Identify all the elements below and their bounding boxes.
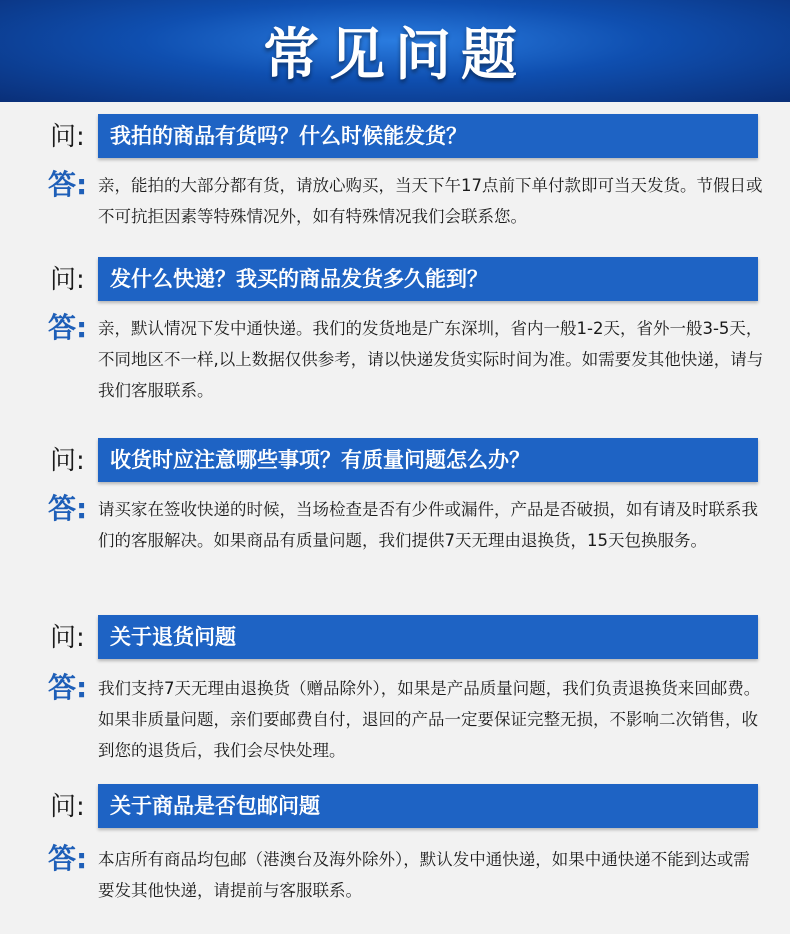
answer-label: 答: (48, 842, 88, 875)
answer-text: 亲，默认情况下发中通快递。我们的发货地是广东深圳，省内一般1-2天，省外一般3-5天，不同地区不一样,以上数据仅供参考，请以快递发货实际时间为准。如需要发其他快递，请与我们客服联系。 (98, 319, 764, 400)
page-header (0, 0, 790, 102)
question-label: 问: (50, 265, 85, 295)
answer-text: 我们支持7天无理由退换货（赠品除外），如果是产品质量问题，我们负责退换货来回邮费。如果非质量问题，亲们要邮费自付，退回的产品一定要保证完整无损，不影响二次销售，收到您的退货后，我们会尽快处理。 (98, 679, 761, 760)
question-bar: 收货时应注意哪些事项？有质量问题怎么办？ (98, 438, 758, 482)
answer-text: 本店所有商品均包邮（港澳台及海外除外），默认发中通快递，如果中通快递不能到达或需要发其他快递，请提前与客服联系。 (98, 850, 750, 900)
answer-label: 答: (48, 492, 88, 525)
answer-text: 亲，能拍的大部分都有货，请放心购买，当天下午17点前下单付款即可当天发货。节假日或不可抗拒因素等特殊情况外，如有特殊情况我们会联系您。 (98, 176, 763, 226)
answer-label: 答: (48, 311, 88, 344)
answer-label: 答: (48, 168, 88, 201)
question-label: 问: (50, 122, 85, 152)
page-title: 常见问题 (263, 23, 527, 88)
question-bar: 我拍的商品有货吗？什么时候能发货？ (98, 114, 758, 158)
answer-label: 答: (48, 671, 88, 704)
question-label: 问: (50, 792, 85, 822)
question-bar: 发什么快递？我买的商品发货多久能到？ (98, 257, 758, 301)
answer-text: 请买家在签收快递的时候，当场检查是否有少件或漏件，产品是否破损，如有请及时联系我们的客服解决。如果商品有质量问题，我们提供7天无理由退换货，15天包换服务。 (98, 500, 758, 550)
question-bar: 关于商品是否包邮问题 (98, 784, 758, 828)
question-label: 问: (50, 446, 85, 476)
question-label: 问: (50, 623, 85, 653)
question-bar: 关于退货问题 (98, 615, 758, 659)
